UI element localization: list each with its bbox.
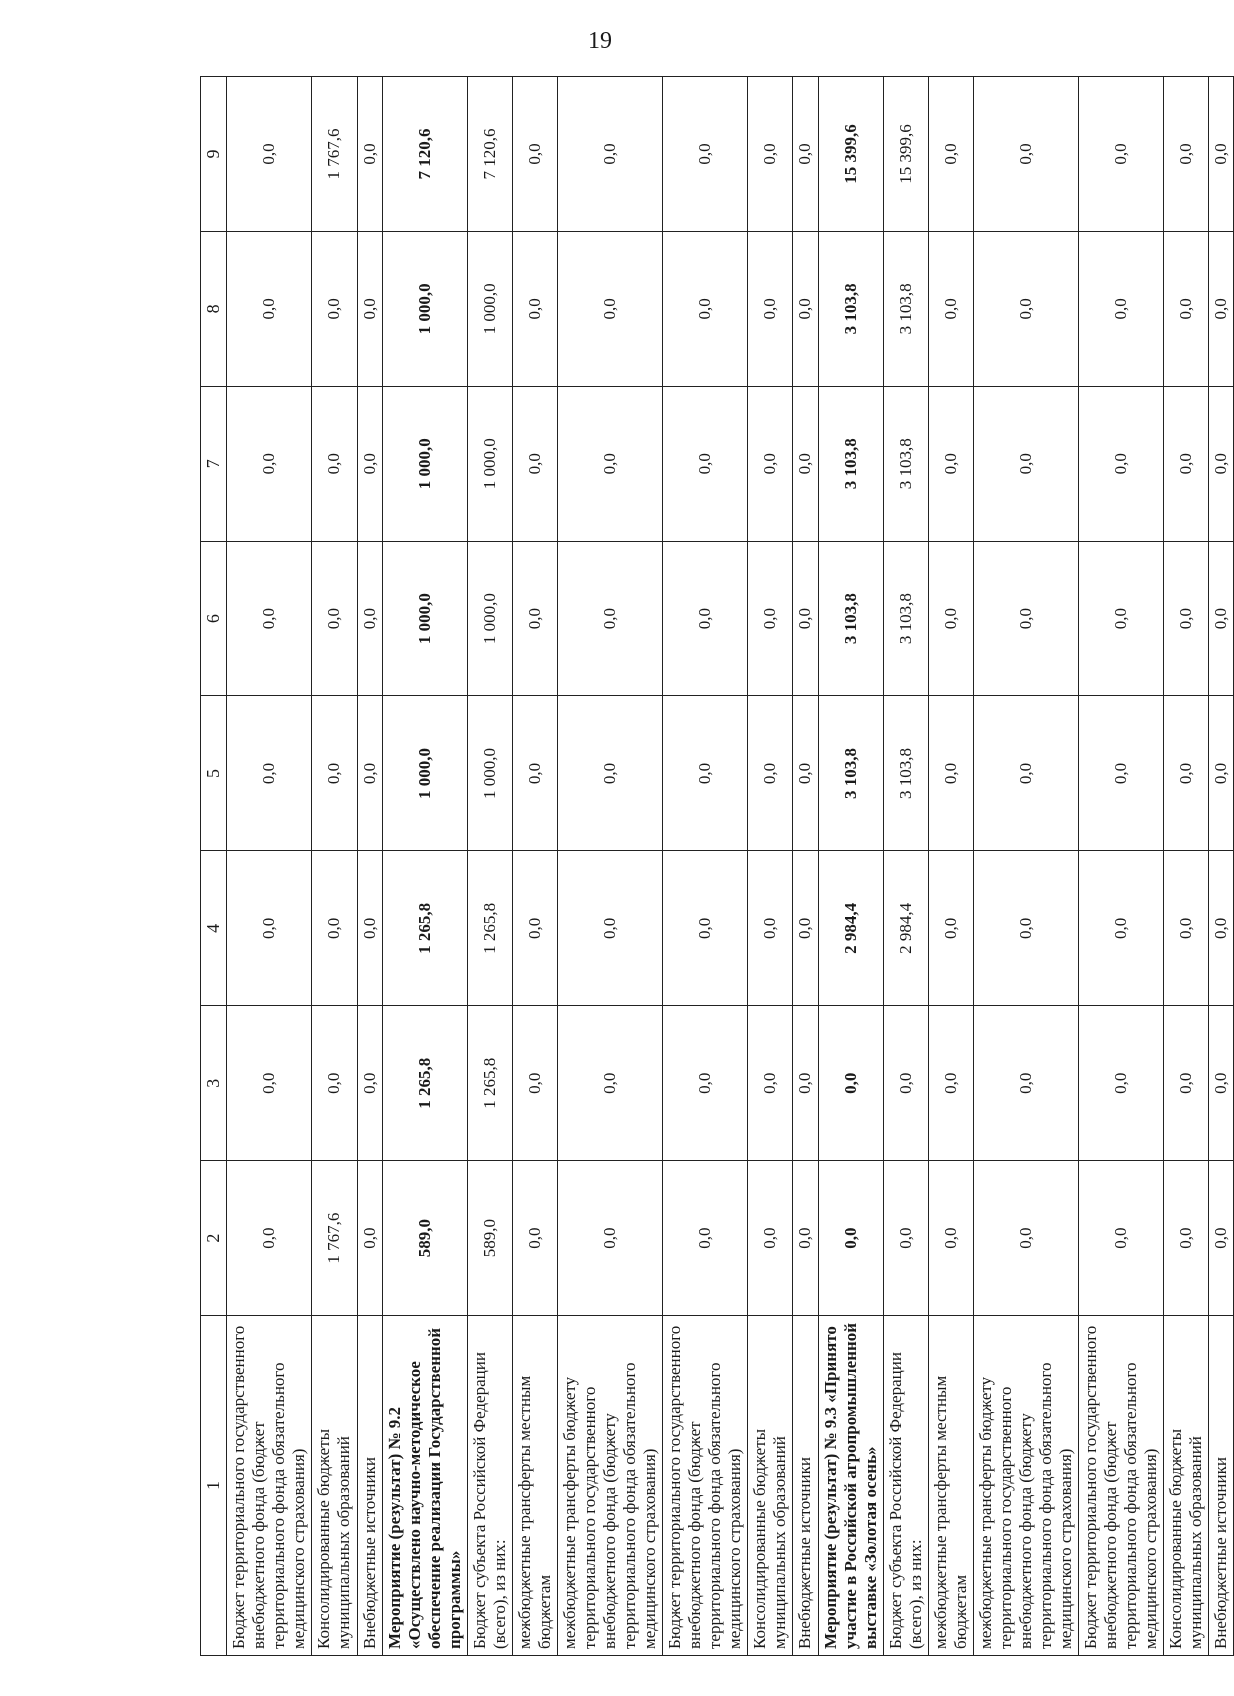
cell-value: 0,0 bbox=[557, 696, 662, 851]
cell-value: 0,0 bbox=[1079, 851, 1164, 1006]
cell-value: 0,0 bbox=[357, 1161, 382, 1316]
cell-value: 0,0 bbox=[357, 386, 382, 541]
cell-value: 0,0 bbox=[557, 1161, 662, 1316]
cell-value: 0,0 bbox=[928, 386, 973, 541]
cell-value: 0,0 bbox=[1164, 1006, 1209, 1161]
row-label: межбюджетные трансферты местным бюджетам bbox=[928, 1316, 973, 1656]
cell-value: 1 265,8 bbox=[382, 851, 467, 1006]
cell-value: 0,0 bbox=[312, 386, 357, 541]
cell-value: 0,0 bbox=[928, 696, 973, 851]
cell-value: 1 000,0 bbox=[467, 231, 512, 386]
table-row bbox=[557, 77, 662, 1656]
cell-value: 0,0 bbox=[928, 851, 973, 1006]
cell-value: 1 000,0 bbox=[467, 696, 512, 851]
table-row bbox=[663, 77, 748, 1656]
cell-value: 1 767,6 bbox=[312, 1161, 357, 1316]
cell-value: 0,0 bbox=[663, 1161, 748, 1316]
cell-value: 0,0 bbox=[973, 696, 1078, 851]
table-row bbox=[382, 77, 467, 1656]
cell-value: 0,0 bbox=[663, 231, 748, 386]
cell-value: 1 000,0 bbox=[467, 386, 512, 541]
cell-value: 0,0 bbox=[512, 231, 557, 386]
cell-value: 0,0 bbox=[227, 231, 312, 386]
cell-value: 1 000,0 bbox=[382, 231, 467, 386]
cell-value: 0,0 bbox=[663, 541, 748, 696]
cell-value: 0,0 bbox=[928, 77, 973, 232]
cell-value: 0,0 bbox=[883, 1161, 928, 1316]
cell-value: 0,0 bbox=[793, 851, 818, 1006]
cell-value: 589,0 bbox=[467, 1161, 512, 1316]
cell-value: 0,0 bbox=[312, 696, 357, 851]
cell-value: 0,0 bbox=[357, 77, 382, 232]
cell-value: 0,0 bbox=[973, 1006, 1078, 1161]
cell-value: 0,0 bbox=[1209, 231, 1234, 386]
cell-value: 0,0 bbox=[227, 851, 312, 1006]
cell-value: 0,0 bbox=[512, 541, 557, 696]
cell-value: 0,0 bbox=[1079, 1006, 1164, 1161]
cell-value: 1 000,0 bbox=[382, 696, 467, 851]
row-label: Бюджет субъекта Российской Федерации (всего), из них: bbox=[883, 1316, 928, 1656]
cell-value: 3 103,8 bbox=[883, 541, 928, 696]
cell-value: 3 103,8 bbox=[818, 541, 883, 696]
cell-value: 0,0 bbox=[312, 1006, 357, 1161]
cell-value: 0,0 bbox=[1209, 1006, 1234, 1161]
cell-value: 0,0 bbox=[793, 231, 818, 386]
rotated-table-area bbox=[200, 76, 1231, 1656]
row-label: Консолидированные бюджеты муниципальных образований bbox=[1164, 1316, 1209, 1656]
cell-value: 0,0 bbox=[1079, 1161, 1164, 1316]
cell-value: 0,0 bbox=[357, 696, 382, 851]
cell-value: 0,0 bbox=[748, 231, 793, 386]
cell-value: 0,0 bbox=[928, 541, 973, 696]
cell-value: 0,0 bbox=[663, 386, 748, 541]
row-label: Бюджет территориального государственного внебюджетного фонда (бюджет территориального фонда обязательного медицинского страхования) bbox=[663, 1316, 748, 1656]
table-row bbox=[512, 77, 557, 1656]
cell-value: 0,0 bbox=[663, 77, 748, 232]
cell-value: 0,0 bbox=[748, 386, 793, 541]
cell-value: 0,0 bbox=[1164, 386, 1209, 541]
cell-value: 0,0 bbox=[227, 1161, 312, 1316]
cell-value: 0,0 bbox=[973, 851, 1078, 1006]
row-label: Бюджет территориального государственного внебюджетного фонда (бюджет территориального фонда обязательного медицинского страхования) bbox=[1079, 1316, 1164, 1656]
cell-value: 0,0 bbox=[748, 1161, 793, 1316]
column-header-7: 7 bbox=[201, 386, 227, 541]
column-header-3: 3 bbox=[201, 1006, 227, 1161]
cell-value: 0,0 bbox=[1164, 696, 1209, 851]
cell-value: 15 399,6 bbox=[883, 77, 928, 232]
row-label: межбюджетные трансферты бюджету территориального государственного внебюджетного фонда (бюджету территориального фонда обязательного медицинского страхования) bbox=[557, 1316, 662, 1656]
cell-value: 0,0 bbox=[1164, 541, 1209, 696]
row-label: Внебюджетные источники bbox=[793, 1316, 818, 1656]
cell-value: 0,0 bbox=[793, 1006, 818, 1161]
cell-value: 0,0 bbox=[227, 1006, 312, 1161]
cell-value: 0,0 bbox=[227, 696, 312, 851]
cell-value: 0,0 bbox=[793, 77, 818, 232]
row-label: Внебюджетные источники bbox=[357, 1316, 382, 1656]
cell-value: 0,0 bbox=[663, 1006, 748, 1161]
table-row bbox=[227, 77, 312, 1656]
cell-value: 0,0 bbox=[512, 1161, 557, 1316]
table-row bbox=[973, 77, 1078, 1656]
row-label: Консолидированные бюджеты муниципальных образований bbox=[312, 1316, 357, 1656]
table-row bbox=[357, 77, 382, 1656]
cell-value: 1 000,0 bbox=[382, 541, 467, 696]
cell-value: 0,0 bbox=[663, 851, 748, 1006]
cell-value: 0,0 bbox=[1209, 386, 1234, 541]
cell-value: 0,0 bbox=[748, 541, 793, 696]
table-row bbox=[467, 77, 512, 1656]
cell-value: 0,0 bbox=[1164, 1161, 1209, 1316]
cell-value: 0,0 bbox=[357, 541, 382, 696]
cell-value: 0,0 bbox=[928, 1006, 973, 1161]
cell-value: 0,0 bbox=[973, 231, 1078, 386]
cell-value: 0,0 bbox=[1164, 77, 1209, 232]
table-row bbox=[1164, 77, 1209, 1656]
cell-value: 0,0 bbox=[793, 696, 818, 851]
cell-value: 0,0 bbox=[512, 386, 557, 541]
cell-value: 15 399,6 bbox=[818, 77, 883, 232]
cell-value: 1 000,0 bbox=[382, 386, 467, 541]
cell-value: 0,0 bbox=[748, 1006, 793, 1161]
cell-value: 1 265,8 bbox=[467, 851, 512, 1006]
cell-value: 0,0 bbox=[227, 386, 312, 541]
cell-value: 0,0 bbox=[512, 1006, 557, 1161]
cell-value: 0,0 bbox=[557, 541, 662, 696]
cell-value: 0,0 bbox=[928, 231, 973, 386]
cell-value: 0,0 bbox=[512, 851, 557, 1006]
cell-value: 0,0 bbox=[357, 231, 382, 386]
cell-value: 0,0 bbox=[1209, 77, 1234, 232]
cell-value: 1 000,0 bbox=[467, 541, 512, 696]
cell-value: 0,0 bbox=[973, 1161, 1078, 1316]
table-row bbox=[1209, 77, 1234, 1656]
column-header-1: 1 bbox=[201, 1316, 227, 1656]
cell-value: 0,0 bbox=[973, 386, 1078, 541]
cell-value: 0,0 bbox=[312, 541, 357, 696]
cell-value: 1 767,6 bbox=[312, 77, 357, 232]
cell-value: 0,0 bbox=[928, 1161, 973, 1316]
cell-value: 0,0 bbox=[227, 77, 312, 232]
column-header-5: 5 bbox=[201, 696, 227, 851]
table-row bbox=[1079, 77, 1164, 1656]
budget-table bbox=[200, 76, 1234, 1656]
cell-value: 0,0 bbox=[818, 1161, 883, 1316]
cell-value: 0,0 bbox=[357, 1006, 382, 1161]
column-header-6: 6 bbox=[201, 541, 227, 696]
row-label: Бюджет территориального государственного внебюджетного фонда (бюджет территориального фонда обязательного медицинского страхования) bbox=[227, 1316, 312, 1656]
cell-value: 0,0 bbox=[1209, 851, 1234, 1006]
row-label: Мероприятие (результат) № 9.2 «Осуществлено научно-методическое обеспечение реализации Государственной программы» bbox=[382, 1316, 467, 1656]
cell-value: 0,0 bbox=[312, 231, 357, 386]
cell-value: 1 265,8 bbox=[467, 1006, 512, 1161]
cell-value: 0,0 bbox=[748, 77, 793, 232]
page-number: 19 bbox=[588, 28, 612, 54]
cell-value: 3 103,8 bbox=[818, 386, 883, 541]
cell-value: 2 984,4 bbox=[818, 851, 883, 1006]
cell-value: 0,0 bbox=[663, 696, 748, 851]
row-label: межбюджетные трансферты местным бюджетам bbox=[512, 1316, 557, 1656]
cell-value: 3 103,8 bbox=[883, 696, 928, 851]
cell-value: 0,0 bbox=[1079, 696, 1164, 851]
table-row bbox=[818, 77, 883, 1656]
cell-value: 0,0 bbox=[748, 696, 793, 851]
cell-value: 0,0 bbox=[1209, 696, 1234, 851]
cell-value: 0,0 bbox=[512, 77, 557, 232]
cell-value: 3 103,8 bbox=[818, 696, 883, 851]
cell-value: 0,0 bbox=[557, 231, 662, 386]
column-header-9: 9 bbox=[201, 77, 227, 232]
cell-value: 0,0 bbox=[512, 696, 557, 851]
cell-value: 7 120,6 bbox=[382, 77, 467, 232]
cell-value: 0,0 bbox=[1209, 1161, 1234, 1316]
table-row bbox=[748, 77, 793, 1656]
cell-value: 0,0 bbox=[557, 386, 662, 541]
cell-value: 0,0 bbox=[357, 851, 382, 1006]
table-body bbox=[227, 77, 1234, 1656]
cell-value: 3 103,8 bbox=[818, 231, 883, 386]
table-header-row bbox=[201, 77, 227, 1656]
cell-value: 0,0 bbox=[1079, 541, 1164, 696]
row-label: Консолидированные бюджеты муниципальных образований bbox=[748, 1316, 793, 1656]
cell-value: 0,0 bbox=[312, 851, 357, 1006]
column-header-8: 8 bbox=[201, 231, 227, 386]
cell-value: 0,0 bbox=[1209, 541, 1234, 696]
cell-value: 0,0 bbox=[1079, 386, 1164, 541]
cell-value: 1 265,8 bbox=[382, 1006, 467, 1161]
cell-value: 0,0 bbox=[793, 541, 818, 696]
cell-value: 0,0 bbox=[793, 386, 818, 541]
cell-value: 0,0 bbox=[1079, 77, 1164, 232]
table-row bbox=[928, 77, 973, 1656]
cell-value: 0,0 bbox=[1164, 231, 1209, 386]
row-label: Мероприятие (результат) № 9.3 «Принято участие в Российской агропромышленной выставке «Золотая осень» bbox=[818, 1316, 883, 1656]
cell-value: 0,0 bbox=[1164, 851, 1209, 1006]
column-header-4: 4 bbox=[201, 851, 227, 1006]
cell-value: 3 103,8 bbox=[883, 231, 928, 386]
row-label: межбюджетные трансферты бюджету территориального государственного внебюджетного фонда (бюджету территориального фонда обязательного медицинского страхования) bbox=[973, 1316, 1078, 1656]
cell-value: 0,0 bbox=[748, 851, 793, 1006]
table-row bbox=[312, 77, 357, 1656]
column-header-2: 2 bbox=[201, 1161, 227, 1316]
row-label: Бюджет субъекта Российской Федерации (всего), из них: bbox=[467, 1316, 512, 1656]
cell-value: 0,0 bbox=[557, 851, 662, 1006]
cell-value: 0,0 bbox=[973, 77, 1078, 232]
cell-value: 0,0 bbox=[557, 77, 662, 232]
cell-value: 0,0 bbox=[557, 1006, 662, 1161]
table-row bbox=[883, 77, 928, 1656]
cell-value: 0,0 bbox=[227, 541, 312, 696]
cell-value: 2 984,4 bbox=[883, 851, 928, 1006]
cell-value: 0,0 bbox=[1079, 231, 1164, 386]
cell-value: 0,0 bbox=[883, 1006, 928, 1161]
table-row bbox=[793, 77, 818, 1656]
cell-value: 3 103,8 bbox=[883, 386, 928, 541]
cell-value: 589,0 bbox=[382, 1161, 467, 1316]
cell-value: 0,0 bbox=[973, 541, 1078, 696]
table-wrap bbox=[200, 76, 1231, 1656]
row-label: Внебюджетные источники bbox=[1209, 1316, 1234, 1656]
cell-value: 7 120,6 bbox=[467, 77, 512, 232]
cell-value: 0,0 bbox=[818, 1006, 883, 1161]
cell-value: 0,0 bbox=[793, 1161, 818, 1316]
